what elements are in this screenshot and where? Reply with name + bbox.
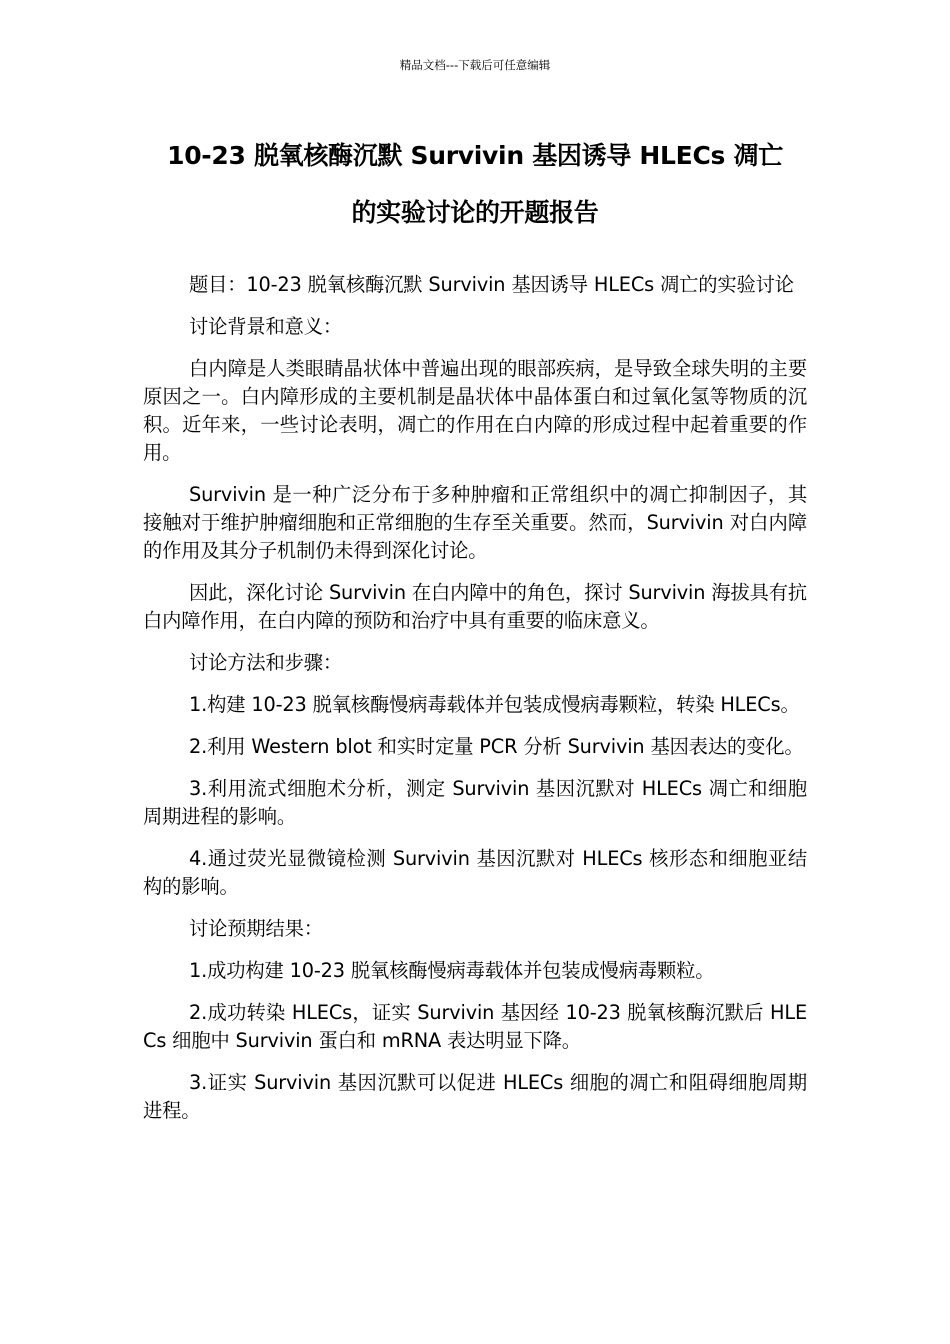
document-title-line-2: 的实验讨论的开题报告 [351,198,599,227]
page-header: 精品文档---下载后可任意编辑 [399,58,551,72]
method-step-4: 4.通过荧光显微镜检测 Survivin 基因沉默对 HLECs 核形态和细胞亚结构的影响。 [143,847,807,898]
section-heading-expected-results: 讨论预期结果： [189,917,323,940]
expected-result-3: 3.证实 Survivin 基因沉默可以促进 HLECs 细胞的凋亡和阻碍细胞周期进程。 [143,1071,807,1122]
section-heading-methods: 讨论方法和步骤： [189,651,343,674]
method-step-3: 3.利用流式细胞术分析，测定 Survivin 基因沉默对 HLECs 凋亡和细胞周期进程的影响。 [143,777,807,828]
document-title-line-1: 10-23 脱氧核酶沉默 Survivin 基因诱导 HLECs 凋亡 [167,141,783,170]
paragraph-topic: 题目：10-23 脱氧核酶沉默 Survivin 基因诱导 HLECs 凋亡的实验讨论 [189,273,794,296]
paragraph-background-cataract: 白内障是人类眼睛晶状体中普遍出现的眼部疾病，是导致全球失明的主要原因之一。白内障形成的主要机制是晶状体中晶体蛋白和过氧化氢等物质的沉积。近年来，一些讨论表明，凋亡的作用在白内障的形成过程中起着重要的作用。 [143,357,807,464]
expected-result-1: 1.成功构建 10-23 脱氧核酶慢病毒载体并包装成慢病毒颗粒。 [189,959,715,982]
document-body [143,271,807,1139]
method-step-1: 1.构建 10-23 脱氧核酶慢病毒载体并包装成慢病毒颗粒，转染 HLECs。 [189,693,800,716]
paragraph-background-survivin: Survivin 是一种广泛分布于多种肿瘤和正常组织中的凋亡抑制因子，其接触对于维护肿瘤细胞和正常细胞的生存至关重要。然而，Survivin 对白内障的作用及其分子机制仍未得到深化讨论。 [143,483,807,562]
section-heading-background: 讨论背景和意义： [189,315,343,338]
method-step-2: 2.利用 Western blot 和实时定量 PCR 分析 Survivin 基因表达的变化。 [189,735,804,758]
paragraph-background-significance: 因此，深化讨论 Survivin 在白内障中的角色，探讨 Survivin 海拔具有抗白内障作用，在白内障的预防和治疗中具有重要的临床意义。 [143,581,807,632]
expected-result-2: 2.成功转染 HLECs，证实 Survivin 基因经 10-23 脱氧核酶沉默后 HLECs 细胞中 Survivin 蛋白和 mRNA 表达明显下降。 [143,1001,807,1052]
